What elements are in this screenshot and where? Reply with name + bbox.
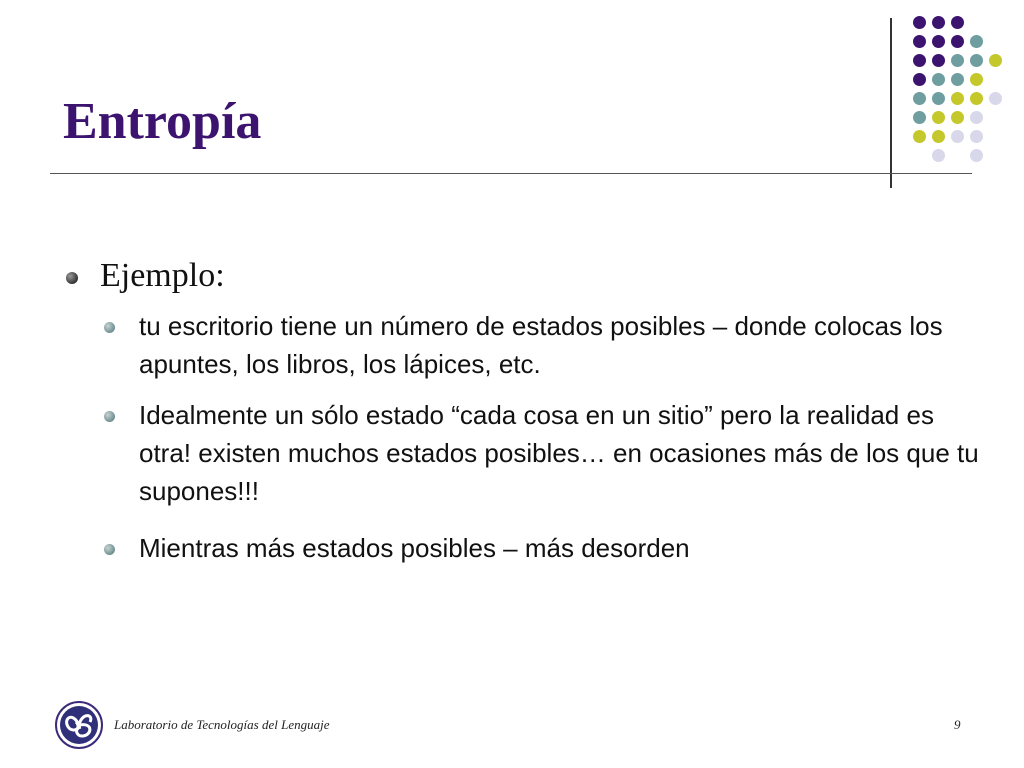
decorative-dot bbox=[951, 111, 964, 124]
decorative-dot bbox=[932, 92, 945, 105]
decorative-dot bbox=[932, 54, 945, 67]
decorative-dot bbox=[970, 92, 983, 105]
page-number: 9 bbox=[954, 717, 961, 732]
sub-bullet-text: tu escritorio tiene un número de estados posibles – donde colocas los apuntes, los libros, los lápices, etc. bbox=[139, 311, 943, 379]
decorative-dot-grid bbox=[0, 0, 1024, 180]
decorative-dot bbox=[989, 92, 1002, 105]
decorative-dot bbox=[970, 111, 983, 124]
sub-bullet-icon bbox=[104, 322, 115, 333]
decorative-dot bbox=[913, 130, 926, 143]
slide-title: Entropía bbox=[63, 93, 262, 150]
footer-lab-name: Laboratorio de Tecnologías del Lenguaje bbox=[114, 717, 330, 732]
main-bullet-text: Ejemplo: bbox=[100, 257, 225, 294]
decorative-dot bbox=[970, 73, 983, 86]
decorative-dot bbox=[913, 35, 926, 48]
decorative-dot bbox=[951, 130, 964, 143]
decorative-dot bbox=[932, 73, 945, 86]
decorative-dot bbox=[932, 130, 945, 143]
decorative-dot bbox=[913, 111, 926, 124]
decorative-dot bbox=[932, 16, 945, 29]
decorative-dot bbox=[913, 92, 926, 105]
decorative-dot bbox=[913, 73, 926, 86]
sub-bullet-text: Mientras más estados posibles – más desorden bbox=[139, 533, 690, 563]
sub-bullet-icon bbox=[104, 544, 115, 555]
decorative-dot bbox=[951, 35, 964, 48]
decorative-dot bbox=[970, 130, 983, 143]
decorative-dot bbox=[932, 149, 945, 162]
decorative-dot bbox=[913, 54, 926, 67]
decorative-dot bbox=[951, 73, 964, 86]
decorative-dot bbox=[970, 149, 983, 162]
title-underline bbox=[50, 173, 972, 174]
main-bullet-icon bbox=[66, 272, 78, 284]
decorative-dot bbox=[951, 16, 964, 29]
decorative-dot bbox=[951, 54, 964, 67]
vertical-divider bbox=[890, 18, 892, 188]
decorative-dot bbox=[932, 111, 945, 124]
decorative-dot bbox=[951, 92, 964, 105]
decorative-dot bbox=[913, 16, 926, 29]
triskelion-logo bbox=[54, 700, 104, 750]
decorative-dot bbox=[970, 35, 983, 48]
decorative-dot bbox=[989, 54, 1002, 67]
sub-bullet-text: Idealmente un sólo estado “cada cosa en un sitio” pero la realidad es otra! existen muchos estados posibles… en ocasiones más de los que tu supones!!! bbox=[139, 400, 979, 506]
decorative-dot bbox=[970, 54, 983, 67]
decorative-dot bbox=[932, 35, 945, 48]
sub-bullet-icon bbox=[104, 411, 115, 422]
